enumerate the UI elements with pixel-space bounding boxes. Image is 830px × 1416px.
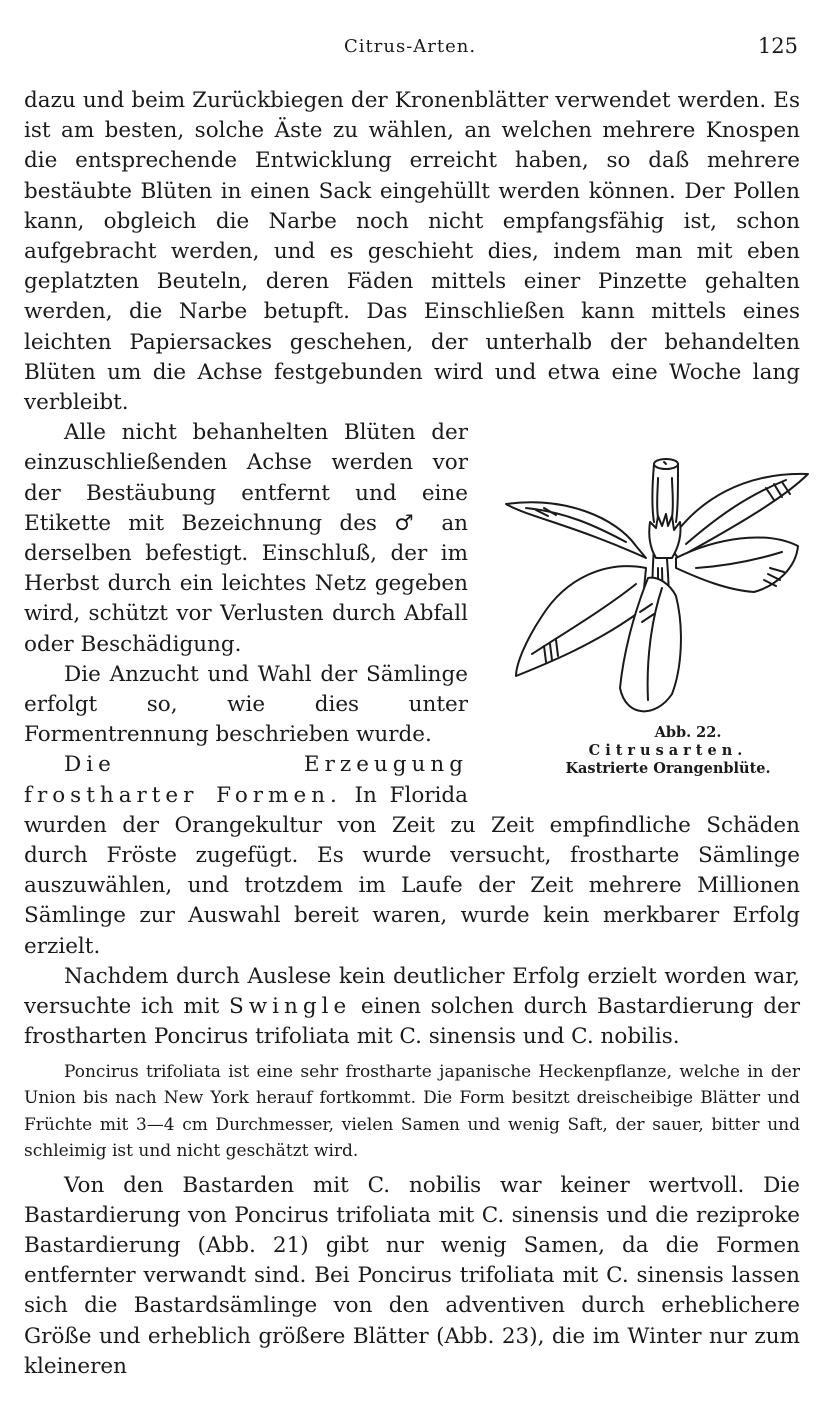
paragraph-hybridization-end: einen solchen durch Bastardierung der frostharten Poncirus trifoliata mit C. sinensis und C. nobilis. bbox=[24, 994, 800, 1050]
section-heading-frost-hardy: Die Erzeugung frostharter Formen. bbox=[24, 752, 468, 808]
paragraph-hybridization-start: Nachdem durch Auslese kein deutlicher Erfolg erzielt worden war, versuchte ich mit bbox=[24, 963, 800, 1020]
figure-castrated-flower bbox=[482, 418, 822, 798]
page-body bbox=[24, 86, 800, 1382]
paragraph-hybridization bbox=[24, 962, 800, 1053]
caption-text: Kastrierte Orangenblüte. bbox=[565, 760, 771, 778]
figure-caption bbox=[538, 724, 798, 778]
paragraph-seedlings: Die Anzucht und Wahl der Sämlinge erfolgt so, wie dies unter Formentrennung beschrieben wurde. bbox=[24, 661, 468, 748]
castrated-orange-flower-drawing bbox=[486, 418, 816, 718]
page-header bbox=[0, 34, 830, 60]
page-number: 125 bbox=[757, 34, 798, 58]
paragraph-pollination: dazu und beim Zurückbiegen der Kronenblätter verwendet werden. Es ist am besten, solche Äste zu wählen, an welchen mehrere Knospen die entsprechende Entwicklung erreicht haben, so daß mehrere bestäubte Blüten in einen Sack eingehüllt werden können. Der Pollen kann, obgleich die Narbe noch nicht empfangsfähig ist, schon aufgebracht werden, und es geschieht dies, indem man mit eben geplatzten Beuteln, deren Fäden mittels einer Pinzette gehalten werden, die Narbe betupft. Das Einschließen kann mittels eines leichten Papiersackes geschehen, der unterhalb der behandelten Blüten um die Achse festgebunden wird und etwa eine Woche lang verbleibt. bbox=[24, 88, 800, 416]
paragraph-hybrids: Von den Bastarden mit C. nobilis war keiner wertvoll. Die Bastardierung von Poncirus trifoliata mit C. sinensis und die reziproke Bastardierung (Abb. 21) gibt nur wenig Samen, da die Formen entfernter verwandt sind. Bei Poncirus trifoliata mit C. sinensis lassen sich die Bastardsämlinge von den adventiven durch erheblichere Größe und erheblich größere Blätter (Abb. 23), die im Winter nur zum kleineren bbox=[24, 1172, 800, 1379]
author-name-swingle: Swingle bbox=[229, 994, 352, 1020]
running-title: Citrus-Arten. bbox=[344, 36, 477, 57]
paragraph-frost-hardy-text: In Florida wurden der Orangekultur von Zeit zu Zeit empfindliche Schäden durch Fröste zugefügt. Es wurde versucht, frostharte Sämlinge auszuwählen, und trotzdem im Laufe der Zeit mehrere Millionen Sämlinge zur Auswahl bereit waren, wurde kein merkbarer Erfolg erzielt. bbox=[24, 782, 800, 959]
note-poncirus: Poncirus trifoliata ist eine sehr frostharte japanische Heckenpflanze, welche in der Union bis nach New York herauf fortkommt. Die Form besitzt dreischeibige Blätter und Früchte mit 3—4 cm Durchmesser, vielen Samen und wenig Saft, der sauer, bitter und schleimig ist und nicht geschätzt wird. bbox=[24, 1061, 800, 1161]
caption-title: Citrusarten. bbox=[588, 742, 748, 760]
caption-number: Abb. 22. bbox=[654, 724, 722, 742]
paragraph-labeling-text: Alle nicht behanhelten Blüten der einzuschließenden Achse werden vor der Bestäubung entfernt und eine Etikette mit Bezeichnung des ♂ an derselben befestigt. Einschluß, der im Herbst durch ein leichtes Netz gegeben wird, schützt vor Verlusten durch Abfall oder Beschädigung. bbox=[24, 420, 468, 657]
